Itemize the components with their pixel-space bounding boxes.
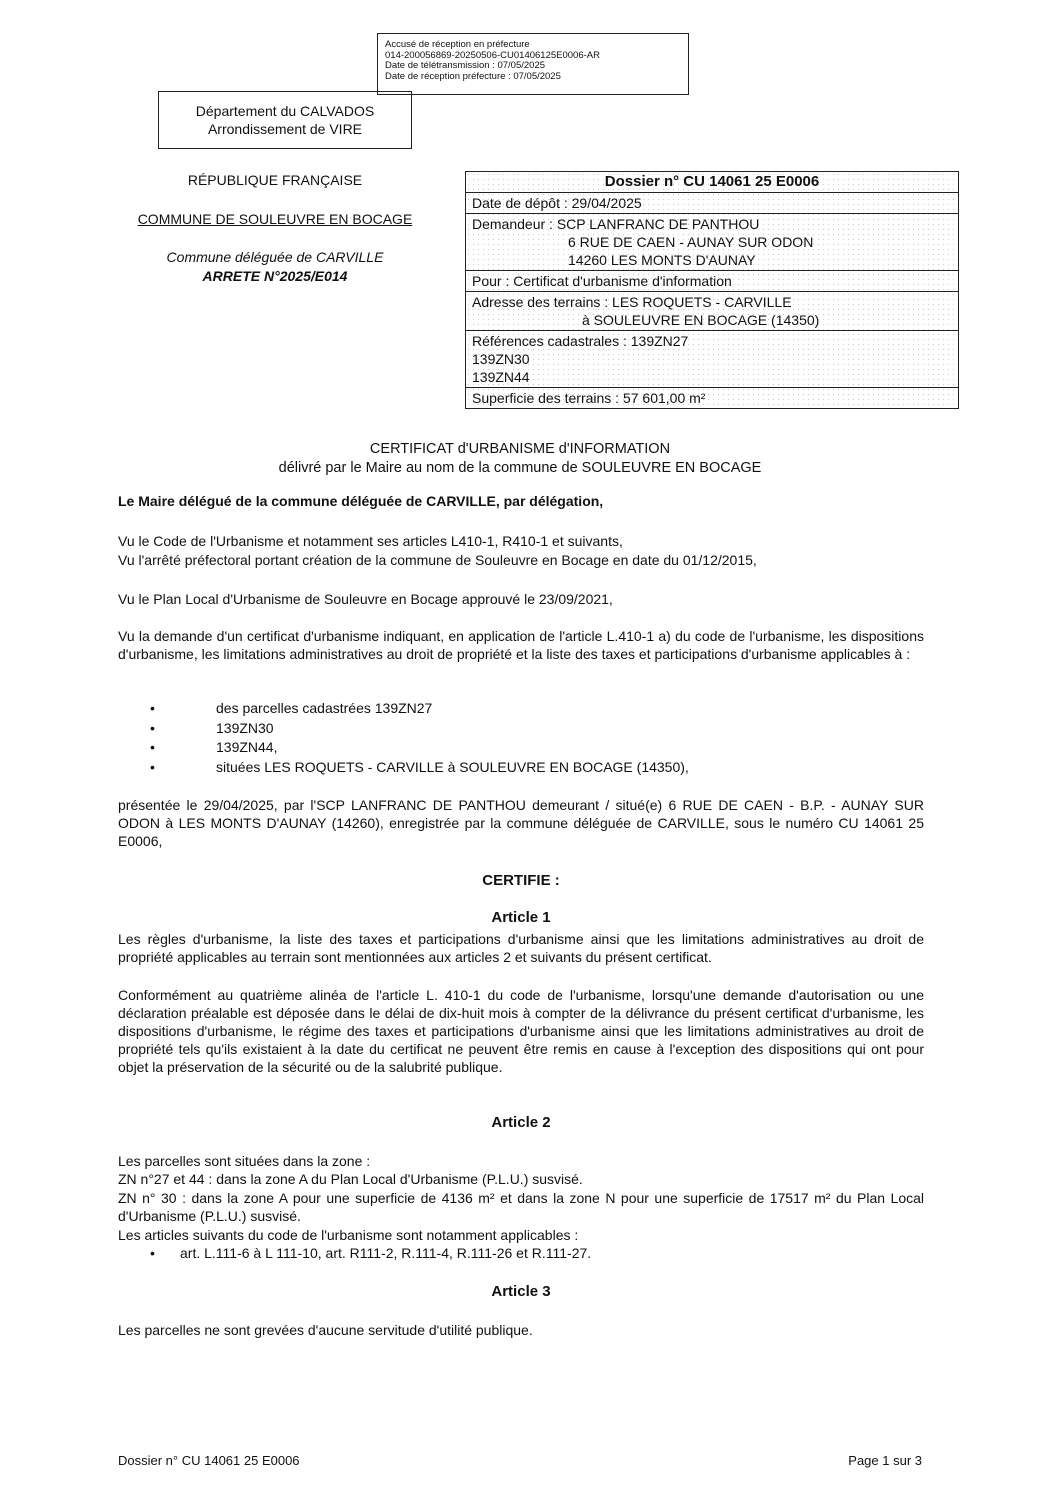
cadastral-refs-block	[466, 331, 958, 388]
stamp-line: Date de télétransmission : 07/05/2025	[385, 60, 546, 71]
demandeur-address: 6 RUE DE CAEN - AUNAY SUR ODON	[568, 234, 814, 250]
article1-paragraph: Les règles d'urbanisme, la liste des taxes et participations d'urbanisme ainsi que les limitations administratives au droit de propriété applicables au terrain sont mentionnées aux articles 2 et suivants du présent certificat.	[118, 931, 924, 965]
article2-line: Les parcelles sont situées dans la zone :	[118, 1153, 371, 1169]
article3-title: Article 3	[491, 1283, 551, 1300]
reception-stamp	[377, 33, 689, 95]
article2-line: Les articles suivants du code de l'urbanisme sont notamment applicables :	[118, 1227, 579, 1243]
list-item: • des parcelles cadastrées 139ZN27	[150, 700, 433, 716]
article3-paragraph: Les parcelles ne sont grevées d'aucune servitude d'utilité publique.	[118, 1322, 533, 1338]
stamp-line: Accusé de réception en préfecture	[385, 39, 530, 50]
article2-line: ZN n°27 et 44 : dans la zone A du Plan Local d'Urbanisme (P.L.U.) susvisé.	[118, 1171, 583, 1187]
department-name: Département du CALVADOS	[195, 103, 375, 119]
maire-statement: Le Maire délégué de la commune déléguée de CARVILLE, par délégation,	[118, 493, 604, 509]
dossier-number: Dossier n° CU 14061 25 E0006	[466, 172, 958, 193]
vu-code-urbanisme: Vu le Code de l'Urbanisme et notamment ses articles L410-1, R410-1 et suivants,	[118, 533, 623, 549]
demandeur-block	[466, 214, 958, 271]
list-item: • art. L.111-6 à L 111-10, art. R111-2, R.111-4, R.111-26 et R.111-27.	[150, 1245, 592, 1261]
title-line: CERTIFICAT d'URBANISME d'INFORMATION	[369, 441, 671, 457]
terrain-area: Superficie des terrains : 57 601,00 m²	[472, 390, 706, 406]
terrain-address-block	[466, 292, 958, 331]
list-item: • 139ZN44,	[150, 739, 278, 755]
stamp-line: Date de réception préfecture : 07/05/2025	[385, 70, 561, 82]
cadastral-ref: 139ZN44	[472, 369, 530, 385]
list-item: • 139ZN30	[150, 719, 274, 736]
terrain-address: Adresse des terrains : LES ROQUETS - CARVILLE	[472, 294, 792, 310]
parcel-list	[150, 699, 910, 777]
vu-arrete-prefectoral: Vu l'arrêté préfectoral portant création de la commune de Souleuvre en Bocage en date du 01/12/2015,	[118, 552, 757, 568]
article1-paragraph-2: Conformément au quatrième alinéa de l'article L. 410-1 du code de l'urbanisme, lorsqu'une demande d'autorisation ou une déclaration préalable est déposée dans le délai de dix-huit mois à compter de la délivrance du présent certificat d'urbanisme, les dispositions d'urbanisme, le régime des taxes et participations d'urbanisme ainsi que les limitations administratives au droit de propriété tels qu'ils existaient à la date du certificat ne peuvent être remis en cause à l'exception des dispositions qui ont pour objet la préservation de la sécurité ou de la salubrité publique.	[118, 987, 924, 1075]
page-number: Page 1 sur 3	[848, 1453, 922, 1468]
cadastral-ref: 139ZN30	[472, 351, 530, 367]
cadastral-ref: Références cadastrales : 139ZN27	[472, 333, 689, 349]
article2-list	[150, 1244, 910, 1264]
certifie-heading: CERTIFIE :	[482, 872, 560, 889]
arrondissement-name: Arrondissement de VIRE	[207, 121, 363, 137]
demandeur-city: 14260 LES MONTS D'AUNAY	[568, 252, 756, 268]
dossier-box	[465, 171, 959, 409]
footer-dossier: Dossier n° CU 14061 25 E0006	[118, 1453, 300, 1468]
vu-demande: Vu la demande d'un certificat d'urbanisme indiquant, en application de l'article L.410-1 a) du code de l'urbanisme, les dispositions d'urbanisme, les limitations administratives au droit de propriété et la liste des taxes et participations d'urbanisme applicables à :	[118, 628, 924, 662]
stamp-line: 014-200056869-20250506-CU01406125E0006-AR	[385, 49, 600, 61]
arrete-number: ARRETE N°2025/E014	[202, 268, 348, 284]
department-box	[158, 91, 412, 149]
list-item: • situées LES ROQUETS - CARVILLE à SOULEUVRE EN BOCAGE (14350),	[150, 758, 689, 775]
date-depot: Date de dépôt : 29/04/2025	[466, 193, 958, 214]
delegated-commune: Commune déléguée de CARVILLE	[166, 249, 384, 265]
vu-plu: Vu le Plan Local d'Urbanisme de Souleuvre en Bocage approuvé le 23/09/2021,	[118, 591, 613, 607]
republic-heading: RÉPUBLIQUE FRANÇAISE	[187, 172, 363, 188]
presentee-paragraph: présentée le 29/04/2025, par l'SCP LANFRANC DE PANTHOU demeurant / situé(e) 6 RUE DE CAEN - B.P. - AUNAY SUR ODON à LES MONTS D'AUNAY (14260), enregistrée par la commune déléguée de CARVILLE, sous le numéro CU 14061 25 E0006,	[118, 797, 924, 849]
demandeur-line: Demandeur : SCP LANFRANC DE PANTHOU	[472, 216, 760, 232]
terrain-address-city: à SOULEUVRE EN BOCAGE (14350)	[582, 312, 820, 328]
title-subline: délivré par le Maire au nom de la commune de SOULEUVRE EN BOCAGE	[278, 460, 762, 476]
dossier-purpose: Pour : Certificat d'urbanisme d'information	[466, 271, 958, 292]
article2-line: ZN n° 30 : dans la zone A pour une superficie de 4136 m² et dans la zone N pour une superficie de 17517 m² du Plan Local d'Urbanisme (P.L.U.) susvisé.	[118, 1190, 924, 1224]
commune-heading: COMMUNE DE SOULEUVRE EN BOCAGE	[137, 211, 413, 227]
article2-title: Article 2	[491, 1114, 551, 1131]
certificate-title	[0, 440, 1040, 478]
article1-title: Article 1	[491, 909, 551, 926]
